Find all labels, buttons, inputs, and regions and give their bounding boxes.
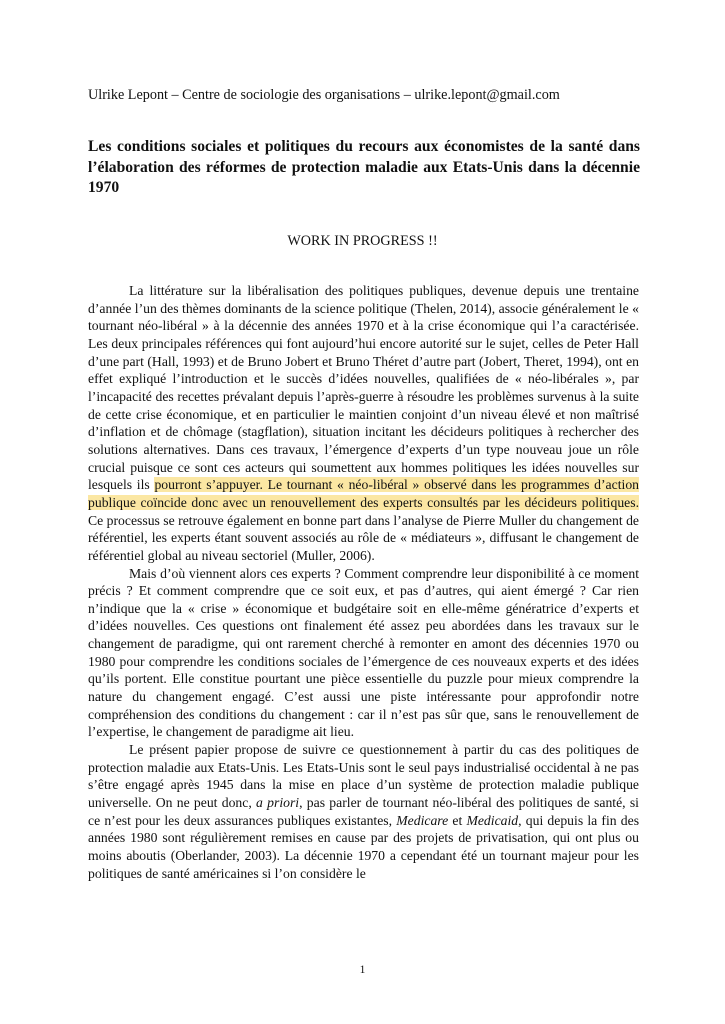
paragraph-1-continuation: Ce processus se retrouve également en bonne part dans l’analyse de Pierre Muller du changement de référentiel, les experts étant souvent associés au rôle de « médiateurs », diffusant le changement de référentiel global au niveau sectoriel (Muller, 2006). [88,512,639,563]
highlighted-passage: pourront s’appuyer. Le tournant « néo-libéral » observé dans les programmes d’action publique coïncide donc avec un renouvellement des experts consultés par les décideurs politiques. [88,477,640,510]
paragraph-3-segment: Le présent papier propose de suivre ce questionnement à partir du cas des politiques de protection maladie aux Etats-Unis. Les Etats-Unis sont le seul pays industrialisé occidental à ne pas s’être engagé après 1945 dans la mise en place d’un système de protection maladie publique universelle. On ne peut donc, [88,742,639,811]
italic-term: a priori [256,795,300,811]
paragraph-3-segment: et [452,812,463,828]
paragraph-1 [88,282,639,565]
italic-term-medicare: Medicare [396,812,449,828]
paragraph-3 [88,741,639,882]
author-header: Ulrike Lepont – Centre de sociologie des organisations – ulrike.lepont@gmail.com [88,87,560,103]
italic-term-medicaid: Medicaid [466,812,519,828]
body-text [88,282,639,882]
work-in-progress-note: WORK IN PROGRESS !! [287,233,438,249]
paragraph-1-text: La littérature sur la libéralisation des politiques publiques, devenue depuis une trentaine d’année l’un des thèmes dominants de la science politique (Thelen, 2014), associe généralement le « tournant néo-libéral » à la décennie des années 1970 et à la crise économique qui l’a caractérisée. Les deux principales références qui font aujourd’hui encore autorité sur le sujet, celles de Peter Hall d’une part (Hall, 1993) et de Bruno Jobert et Bruno Théret d’autre part (Jobert, Theret, 1994), ont en effet expliqué l’introduction et le succès d’idées nouvelles, qualifiées de « néo-libérales », par l’incapacité des recettes prévalant depuis l’après-guerre à résoudre les problèmes survenus à la suite de cette crise économique, et en particulier le maintien conjoint d’un niveau élevé et non maîtrisé d’inflation et de chômage (stagflation), situation incitant les décideurs politiques à rechercher des solutions alternatives. Dans ces travaux, l’émergence d’experts d’un type nouveau joue un rôle crucial puisque ce sont ces acteurs qui soumettent aux hommes politiques les idées nouvelles sur lesquels ils [88,283,639,493]
paragraph-3-segment: , qui depuis la fin des années 1980 sont régulièrement remises en cause par des projets de privatisation, qui ont plus ou moins aboutis (Oberlander, 2003). La décennie 1970 a cependant été un tournant majeur pour les politiques de santé américaines si l’on considère le [88,812,640,881]
document-title: Les conditions sociales et politiques du recours aux économistes de la santé dans l’élaboration des réformes de protection maladie aux Etats-Unis dans la décennie 1970 [88,138,640,196]
paragraph-2: Mais d’où viennent alors ces experts ? Comment comprendre leur disponibilité à ce moment précis ? Et comment comprendre que ce soit eux, et pas d’autres, qui aient émergé ? Car rien n’indique que la « crise » économique et budgétaire soit en elle-même génératrice d’experts et d’idées nouvelles. Ces questions ont finalement été assez peu abordées dans les travaux sur le changement de paradigme, qui ont rarement cherché à remonter en amont des décennies 1970 ou 1980 pour comprendre les conditions sociales de l’émergence de ces nouveaux experts et des idées qu’ils portent. Elle constitue pourtant une pièce essentielle du puzzle pour mieux comprendre la nature du changement engagé. C’est aussi une piste intéressante pour approfondir notre compréhension des conditions du changement : car il n’est pas sûr que, sans le renouvellement de l’expertise, le changement de paradigme ait lieu. [88,565,639,740]
page-number: 1 [359,964,366,976]
paragraph-3-segment: , pas parler de tournant néo-libéral des politiques de santé, si ce n’est pour les deux assurances publiques existantes, [88,795,639,828]
